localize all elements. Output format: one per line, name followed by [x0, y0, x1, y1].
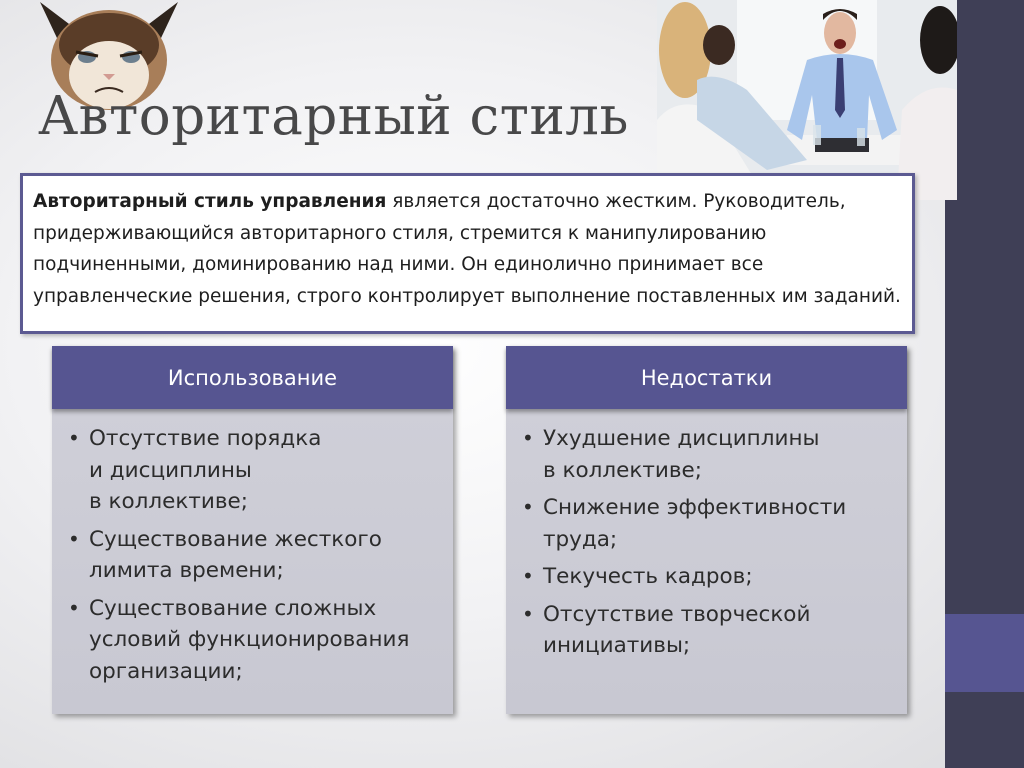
- usage-body: [52, 409, 453, 714]
- description-term: Авторитарный стиль управления: [33, 191, 387, 212]
- drawbacks-body: [506, 409, 907, 714]
- usage-heading: Использование: [52, 346, 453, 409]
- list-item: • Отсутствие творческой инициативы;: [520, 599, 897, 662]
- list-item: • Существование жесткого лимита времени;: [66, 524, 443, 587]
- list-item: • Существование сложных условий функционирования организации;: [66, 593, 443, 688]
- side-accent: [945, 614, 1024, 692]
- list-item: • Снижение эффективности труда;: [520, 492, 897, 555]
- description-text: является достаточно жестким. Руководитель, придерживающийся авторитарного стиля, стремится к манипулированию подчиненными, доминированию над ними. Он единолично принимает все управленческие решения, строго контролирует выполнение поставленных им заданий.: [33, 191, 901, 307]
- drawbacks-heading: Недостатки: [506, 346, 907, 409]
- list-item: • Ухудшение дисциплины в коллективе;: [520, 423, 897, 486]
- drawbacks-list: [520, 423, 897, 662]
- list-item: • Текучесть кадров;: [520, 561, 897, 593]
- drawbacks-panel: [506, 346, 907, 714]
- slide-title: Авторитарный стиль: [38, 86, 629, 147]
- description-box: [20, 173, 915, 334]
- usage-panel: [52, 346, 453, 714]
- usage-list: [66, 423, 443, 687]
- angry-boss-photo: [657, 0, 957, 200]
- list-item: • Отсутствие порядка и дисциплины в коллективе;: [66, 423, 443, 518]
